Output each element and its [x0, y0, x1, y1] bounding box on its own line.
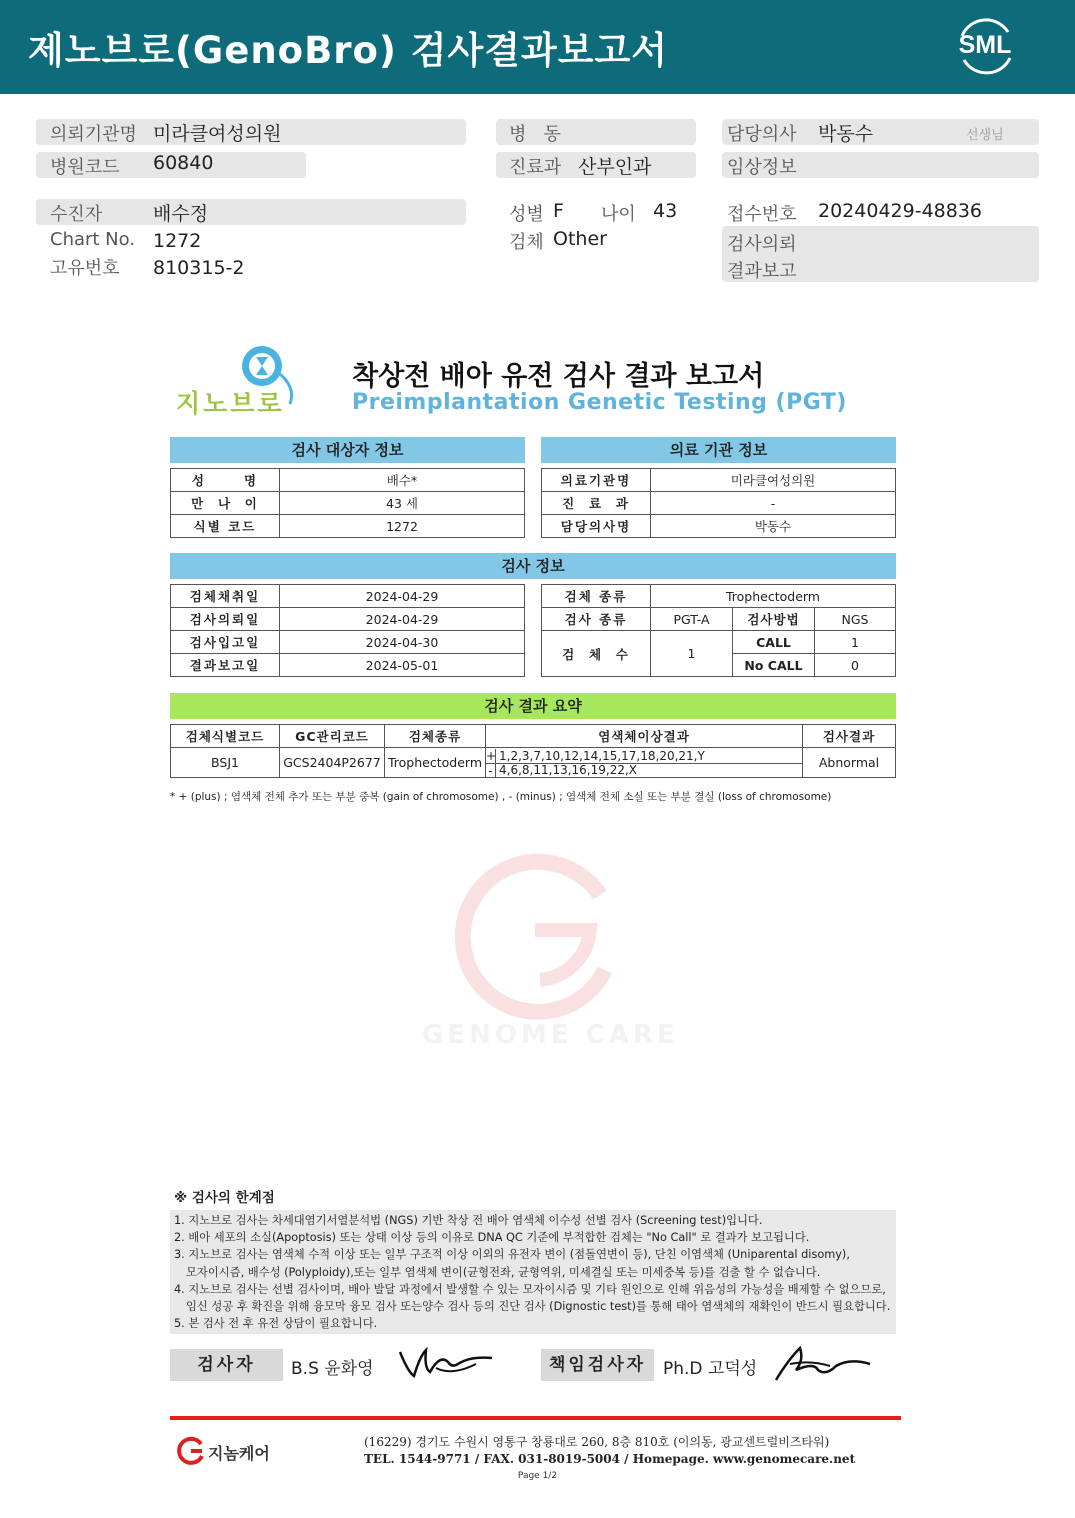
table-row: [542, 469, 896, 492]
institution-table: [541, 468, 896, 538]
gain-chromosomes: 1,2,3,7,10,12,14,15,17,18,20,21,Y: [499, 748, 705, 763]
call-value: 1: [815, 631, 896, 654]
report-title: 착상전 배아 유전 검사 결과 보고서: [352, 361, 765, 392]
limitation-line: 2. 배아 세포의 소실(Apoptosis) 또는 상태 이상 등의 이유로 DNA QC 기준에 부적합한 검체는 "No Call" 로 결과가 보고됩니다.: [174, 1231, 810, 1245]
page-header: [0, 0, 1075, 94]
table-row: [171, 748, 896, 778]
count-key: 검 체 수: [542, 631, 651, 677]
specimen-value: Other: [553, 228, 607, 250]
method-key: 검사방법: [733, 608, 815, 631]
table-row: [542, 515, 896, 538]
limitations-title: ※ 검사의 한계점: [174, 1190, 275, 1206]
footnote: * + (plus) ; 염색체 전체 추가 또는 부분 중복 (gain of chromosome) , - (minus) ; 염색체 전체 소실 또는 부분 결실 (loss of chromosome): [170, 791, 832, 803]
gain-row: [486, 749, 802, 763]
report-subtitle: Preimplantation Genetic Testing (PGT): [352, 390, 847, 415]
table-row: [171, 631, 525, 654]
date-value: 2024-04-29: [280, 608, 525, 631]
genomecare-logo-icon: [176, 1436, 206, 1466]
subject-key: 식별 코드: [171, 515, 280, 538]
chart-label: Chart No.: [50, 229, 136, 250]
date-key: 결과보고일: [171, 654, 280, 677]
test-type-value: PGT-A: [651, 608, 733, 631]
specimen-type-value: Trophectoderm: [651, 585, 896, 608]
clinical-label: 임상정보: [727, 157, 797, 178]
footer-company: 지놈케어: [208, 1444, 270, 1463]
institution-info-header: 의료 기관 정보: [541, 437, 896, 463]
table-row: [171, 608, 525, 631]
genomecare-watermark-icon: [440, 850, 630, 1020]
specimen-type-key: 검체 종류: [542, 585, 651, 608]
summary-col-gc: GC관리코드: [280, 725, 385, 748]
footer-contact: TEL. 1544-9771 / FAX. 031-8019-5004 / Homepage. www.genomecare.net: [364, 1452, 856, 1466]
hospital-label: 의뢰기관명: [50, 124, 137, 145]
receipt-value: 20240429-48836: [818, 200, 983, 222]
chart-value: 1272: [153, 230, 202, 252]
table-row: [171, 515, 525, 538]
department-value: 산부인과: [578, 156, 652, 178]
subject-value: 배수*: [280, 469, 525, 492]
footer-address: (16229) 경기도 수원시 영통구 창룡대로 260, 8층 810호 (이의동, 광교센트럴비즈타워): [364, 1435, 830, 1449]
inst-value: -: [651, 492, 896, 515]
doctor-value: 박동수: [818, 123, 874, 145]
nocall-value: 0: [815, 654, 896, 677]
summary-col-abnormality: 염색체이상결과: [486, 725, 803, 748]
call-key: CALL: [733, 631, 815, 654]
limitation-line: 3. 지노브로 검사는 염색체 수적 이상 또는 일부 구조적 이상 이외의 유전자 변이 (점돌연변이 등), 단친 이염색체 (Uniparental disomy),: [174, 1248, 850, 1262]
test-type-key: 검사 종류: [542, 608, 651, 631]
summary-header: 검사 결과 요약: [170, 693, 896, 719]
limitation-line: 모자이시즘, 배수성 (Polyploidy),또는 일부 염색체 변이(균형전좌, 균형역위, 미세결실 또는 미세중복 등)를 검출 할 수 없습니다.: [186, 1265, 821, 1279]
date-key: 검사의뢰일: [171, 608, 280, 631]
subject-info-header: 검사 대상자 정보: [170, 437, 525, 463]
specimen-label: 검체: [509, 232, 544, 253]
sml-logo: [952, 16, 1018, 76]
table-row: [171, 469, 525, 492]
count-value: 1: [651, 631, 733, 677]
nocall-key: No CALL: [733, 654, 815, 677]
table-row: [542, 631, 896, 654]
request-label: 검사의뢰: [727, 234, 797, 255]
summary-type: Trophectoderm: [385, 748, 486, 778]
watermark-text: GENOME CARE: [422, 1020, 679, 1050]
ward-label: 병 동: [509, 124, 561, 145]
summary-id: BSJ1: [171, 748, 280, 778]
examiner-label: 검사자: [170, 1349, 283, 1381]
subject-key: 성 명: [171, 469, 280, 492]
patient-value: 배수정: [153, 203, 209, 225]
receipt-label: 접수번호: [727, 204, 797, 225]
table-row: [171, 492, 525, 515]
table-row: [171, 654, 525, 677]
sml-logo-text: SML: [958, 31, 1012, 59]
subject-value: 1272: [280, 515, 525, 538]
test-dates-table: [170, 584, 525, 677]
subject-table: [170, 468, 525, 538]
inst-value: 미라클여성의원: [651, 469, 896, 492]
date-key: 검사입고일: [171, 631, 280, 654]
hospital-value: 미라클여성의원: [153, 123, 282, 145]
uid-value: 810315-2: [153, 257, 245, 279]
inst-value: 박동수: [651, 515, 896, 538]
patient-label: 수진자: [50, 204, 103, 225]
doctor-label: 담당의사: [727, 124, 797, 145]
limitation-line: 4. 지노브로 검사는 선별 검사이며, 배아 발달 과정에서 발생할 수 있는 모자이시즘 및 기타 원인으로 인해 위음성의 가능성을 배제할 수 없으므로,: [174, 1282, 886, 1296]
genobro-logo-text: 지노브로: [176, 389, 285, 418]
chief-examiner-label: 책임검사자: [541, 1349, 654, 1381]
table-row: [542, 585, 896, 608]
date-value: 2024-05-01: [280, 654, 525, 677]
summary-result: Abnormal: [803, 748, 896, 778]
inst-key: 의료기관명: [542, 469, 651, 492]
limitations-box: [170, 1210, 896, 1334]
summary-col-id: 검체식별코드: [171, 725, 280, 748]
uid-label: 고유번호: [50, 258, 120, 279]
minus-sign: -: [486, 764, 496, 777]
date-value: 2024-04-29: [280, 585, 525, 608]
loss-row: [486, 763, 802, 777]
hospital-code-value: 60840: [153, 152, 214, 174]
limitation-line: 임신 성공 후 확진을 위해 융모막 융모 검사 또는양수 검사 등의 진단 검사 (Dignostic test)를 통해 태아 염색체의 재확인이 반드시 필요합니다.: [186, 1300, 891, 1314]
department-label: 진료과: [509, 157, 562, 178]
subject-key: 만 나 이: [171, 492, 280, 515]
table-row: [542, 608, 896, 631]
loss-chromosomes: 4,6,8,11,13,16,19,22,X: [499, 763, 638, 777]
report-label: 결과보고: [727, 261, 797, 282]
inst-key: 진 료 과: [542, 492, 651, 515]
table-row: [171, 725, 896, 748]
page-number: Page 1/2: [517, 1471, 558, 1481]
summary-col-type: 검체종류: [385, 725, 486, 748]
footer-divider: [170, 1416, 901, 1420]
plus-sign: +: [486, 748, 497, 763]
summary-gc: GCS2404P2677: [280, 748, 385, 778]
age-label: 나이: [601, 204, 636, 225]
table-row: [542, 492, 896, 515]
date-value: 2024-04-30: [280, 631, 525, 654]
table-row: [171, 585, 525, 608]
examiner-name: B.S 윤화영: [291, 1359, 374, 1379]
examiner-signature: [396, 1342, 496, 1382]
date-key: 검체채취일: [171, 585, 280, 608]
doctor-suffix: 선생님: [966, 128, 1004, 143]
chief-examiner-name: Ph.D 고덕성: [663, 1359, 758, 1379]
summary-col-result: 검사결과: [803, 725, 896, 748]
method-value: NGS: [815, 608, 896, 631]
subject-value: 43 세: [280, 492, 525, 515]
test-info-header: 검사 정보: [170, 553, 896, 579]
summary-table: [170, 724, 896, 778]
age-value: 43: [653, 200, 678, 222]
test-detail-table: [541, 584, 896, 677]
sex-label: 성별: [509, 204, 544, 225]
hospital-code-label: 병원코드: [50, 157, 120, 178]
page-title: 제노브로(GenoBro) 검사결과보고서: [28, 29, 668, 72]
limitation-line: 1. 지노브로 검사는 차세대염기서열분석법 (NGS) 기반 착상 전 배아 염색체 이수성 선별 검사 (Screening test)입니다.: [174, 1214, 763, 1227]
summary-abnormality: [486, 748, 803, 778]
footer-address-block: [364, 1434, 855, 1468]
inst-key: 담당의사명: [542, 515, 651, 538]
limitation-line: 5. 본 검사 전 후 유전 상담이 필요합니다.: [174, 1317, 378, 1331]
sex-value: F: [553, 200, 564, 222]
